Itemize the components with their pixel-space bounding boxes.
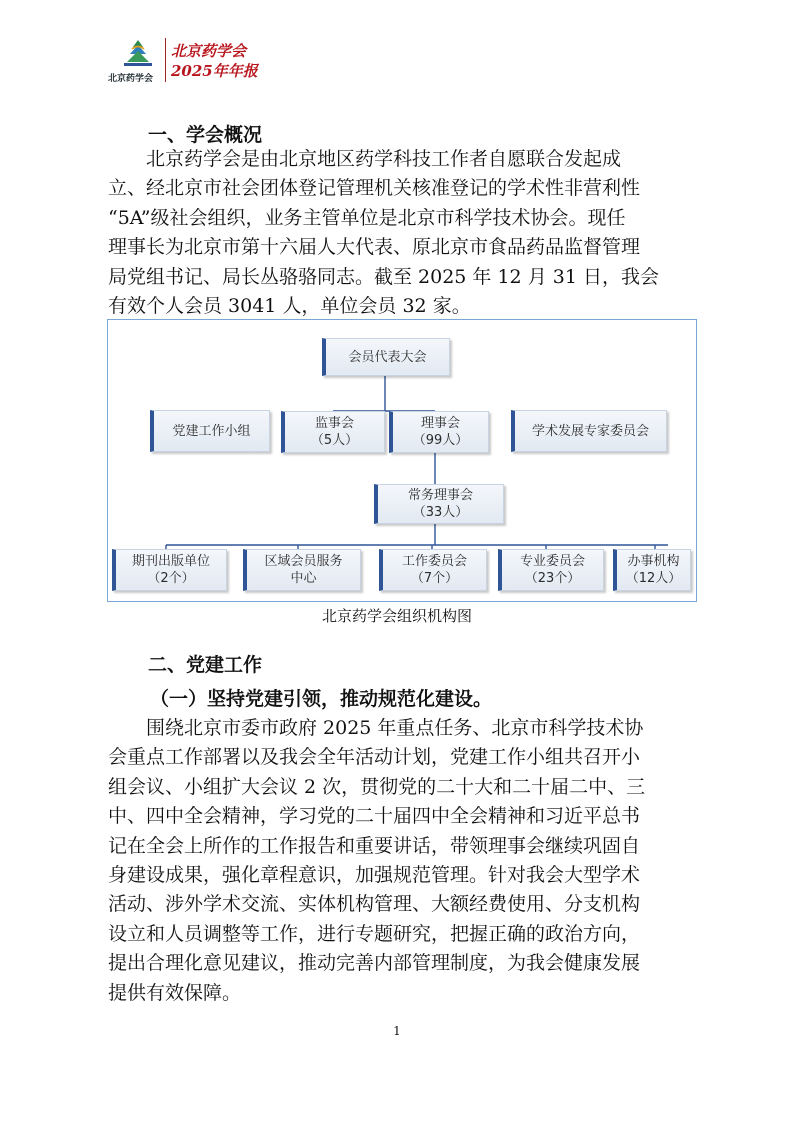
org-node-standing: 常务理事会 （33人） — [374, 484, 504, 524]
text-line: 会重点工作部署以及我会全年活动计划，党建工作小组共召开小 — [108, 746, 641, 769]
report-header — [108, 38, 308, 86]
org-node-congress: 会员代表大会 — [322, 338, 450, 376]
org-node-party: 党建工作小组 — [150, 410, 270, 452]
org-node-council: 理事会 （99人） — [389, 411, 489, 453]
text-line: 组会议、小组扩大会议 2 次，贯彻党的二十大和二十届二中、三 — [108, 775, 646, 798]
section2-paragraph — [108, 714, 694, 1008]
text-line: 提出合理化意见建议，推动完善内部管理制度，为我会健康发展 — [108, 952, 641, 975]
org-node-professional: 专业委员会 （23个） — [498, 549, 604, 591]
org-node-journals: 期刊出版单位 （2个） — [112, 549, 227, 591]
page-number: 1 — [393, 1024, 401, 1038]
logo-org-name: 北京药学会 — [108, 74, 154, 84]
text-line: 立、经北京市社会团体登记管理机关核准登记的学术性非营利性 — [108, 177, 641, 200]
text-line: 局党组书记、局长丛骆骆同志。截至 2025 年 12 月 31 日，我会 — [108, 265, 659, 288]
org-chart-caption: 北京药学会组织机构图 — [321, 607, 472, 625]
text-line: “5A”级社会组织，业务主管单位是北京市科学技术协会。现任 — [108, 206, 626, 229]
text-line: 记在全会上所作的工作报告和重要讲话，带领理事会继续巩固自 — [108, 834, 641, 857]
text-line: 有效个人会员 3041 人，单位会员 32 家。 — [108, 295, 471, 318]
text-line: 围绕北京市委市政府 2025 年重点任务、北京市科学技术协 — [146, 717, 644, 739]
text-line: 北京药学会是由北京地区药学科技工作者自愿联合发起成 — [146, 148, 622, 170]
text-line: 中、四中全会精神，学习党的二十届四中全会精神和习近平总书 — [108, 805, 641, 828]
org-node-work-committees: 工作委员会 （7个） — [379, 549, 487, 591]
text-line: 提供有效保障。 — [108, 981, 242, 1004]
org-chart — [107, 319, 697, 602]
header-year-report: 2025年年报 — [171, 62, 258, 80]
section2-subheading: （一）坚持党建引领，推动规范化建设。 — [150, 688, 493, 710]
header-divider — [165, 38, 166, 82]
section2-heading: 二、党建工作 — [148, 654, 263, 676]
header-title: 北京药学会 — [171, 42, 247, 60]
org-node-experts: 学术发展专家委员会 — [511, 410, 667, 452]
text-line: 活动、涉外学术交流、实体机构管理、大额经费使用、分支机构 — [108, 893, 641, 916]
org-node-supervisors: 监事会 （5人） — [281, 411, 385, 453]
org-node-regional: 区域会员服务 中心 — [243, 549, 361, 591]
org-node-office: 办事机构 （12人） — [613, 549, 691, 591]
text-line: 身建设成果，强化章程意识，加强规范管理。针对我会大型学术 — [108, 864, 641, 887]
text-line: 设立和人员调整等工作，进行专题研究，把握正确的政治方向， — [108, 922, 641, 945]
section1-heading: 一、学会概况 — [148, 124, 263, 146]
society-logo-icon — [118, 38, 158, 68]
section1-paragraph — [108, 145, 694, 321]
text-line: 理事长为北京市第十六届人大代表、原北京市食品药品监督管理 — [108, 236, 641, 259]
